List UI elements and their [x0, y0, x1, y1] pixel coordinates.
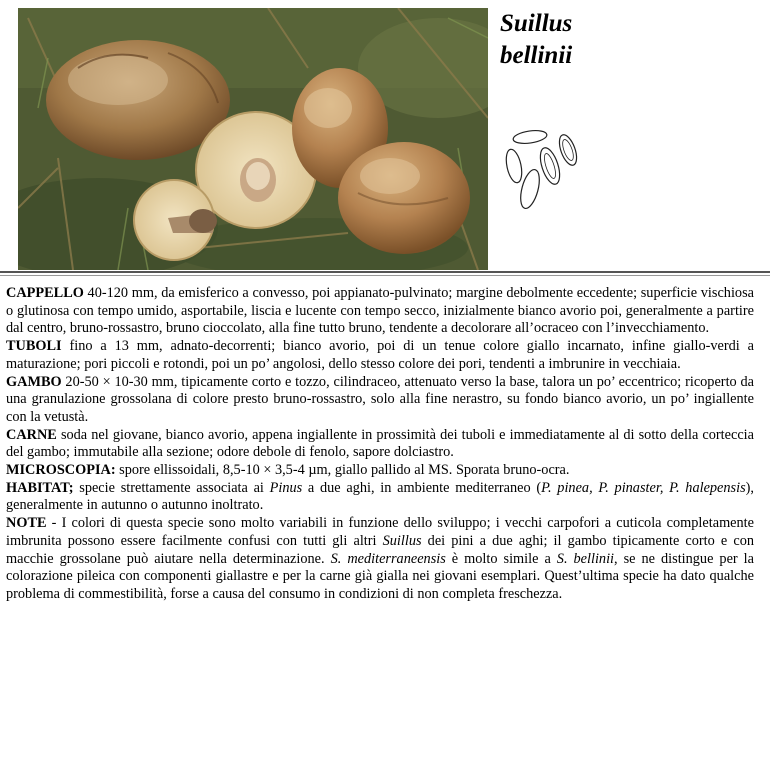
spore-drawing: [498, 126, 584, 221]
section-text-italic: S. mediterraneensis: [330, 550, 446, 567]
section-text: dei pini a due aghi; il gambo tipicamente corto e con macchie grossolane può aiutare nella determinazione.: [6, 532, 754, 567]
section-label: HABITAT;: [6, 479, 74, 496]
section-habitat: [6, 480, 754, 515]
section-text: soda nel giovane, bianco avorio, appena ingiallente in prossimità dei tuboli e immediatamente al di sotto della corteccia del gambo; immutabile alla sezione; odore debole di fenolo, sapore dolciastro.: [6, 426, 754, 461]
section-text: 40-120 mm, da emisferico a convesso, poi appianato-pulvinato; margine debolmente eccedente; superficie vischiosa o glutinosa con tempo umido, asportabile, liscia e lucente con tempo secco, inizialmente bianco avorio poi, generalmente a partire dal centro, bruno-rossastro, bruno cioccolato, alla fine tutto bruno, tendente a decolorare all’ocraceo con l’invecchiamento.: [6, 285, 754, 337]
mushroom-photo: [18, 8, 488, 270]
section-tuboli: [6, 338, 754, 373]
section-text: fino a 13 mm, adnato-decorrenti; bianco avorio, poi di un tenue colore giallo incarnato, infine giallo-verdi a maturazione; pori piccoli e rotondi, poi un po’ angolosi, dello stesso colore dei pori, tendenti a imbrunire in vecchiaia.: [6, 338, 754, 372]
section-carne: [6, 427, 754, 462]
section-text: a due aghi, in ambiente mediterraneo (: [302, 479, 542, 496]
section-label: MICROSCOPIA:: [6, 462, 116, 479]
section-text: è molto simile a: [445, 550, 557, 567]
section-text: ), generalmente in autunno o autunno inoltrato.: [6, 479, 754, 514]
section-label: TUBOLI: [6, 338, 62, 355]
section-label: CAPPELLO: [6, 285, 84, 301]
section-text-italic: S. bellinii: [556, 550, 615, 567]
section-text: spore ellissoidali, 8,5-10 × 3,5-4 µm, giallo pallido al MS. Sporata bruno-ocra.: [115, 462, 570, 479]
section-text: , se ne distingue per la colorazione pileica con componenti giallastre e per la carne già gialla nei giovani esemplari. Quest’ultima specie ha dato qualche problema di commestibilità, forse a causa del consumo in condizioni di non completa freschezza.: [6, 550, 754, 602]
species-title: [500, 8, 572, 72]
section-cappello: [6, 285, 754, 338]
divider-top: [0, 271, 770, 273]
description: [6, 285, 754, 604]
section-gambo: [6, 374, 754, 427]
section-text-italic: Suillus: [382, 532, 422, 549]
section-label: NOTE: [6, 515, 47, 532]
section-text-italic: P. pinea, P. pinaster, P. halepensis: [541, 479, 746, 496]
section-microscopia: [6, 462, 754, 480]
species-epithet: bellinii: [500, 42, 573, 69]
section-label: CARNE: [6, 426, 57, 443]
section-note: [6, 515, 754, 604]
section-text: - I colori di questa specie sono molto variabili in funzione dello sviluppo; i vecchi carpofori a cuticola completamente imbrunita possono essere facilmente confusi con tutti gli altri: [6, 515, 754, 549]
species-genus: Suillus: [500, 10, 573, 37]
section-label: GAMBO: [6, 373, 62, 390]
section-text: specie strettamente associata ai: [73, 479, 270, 496]
section-text: 20-50 × 10-30 mm, tipicamente corto e tozzo, cilindraceo, attenuato verso la base, talora un po’ eccentrico; ricoperto da una granulazione grossolana di colore presto bruno-rossastro, solo alla fine nerastro, su fondo bianco avorio, un po’ ingiallente con la vetustà.: [6, 373, 754, 425]
divider-bottom: [0, 275, 770, 276]
section-text-italic: Pinus: [269, 479, 303, 496]
